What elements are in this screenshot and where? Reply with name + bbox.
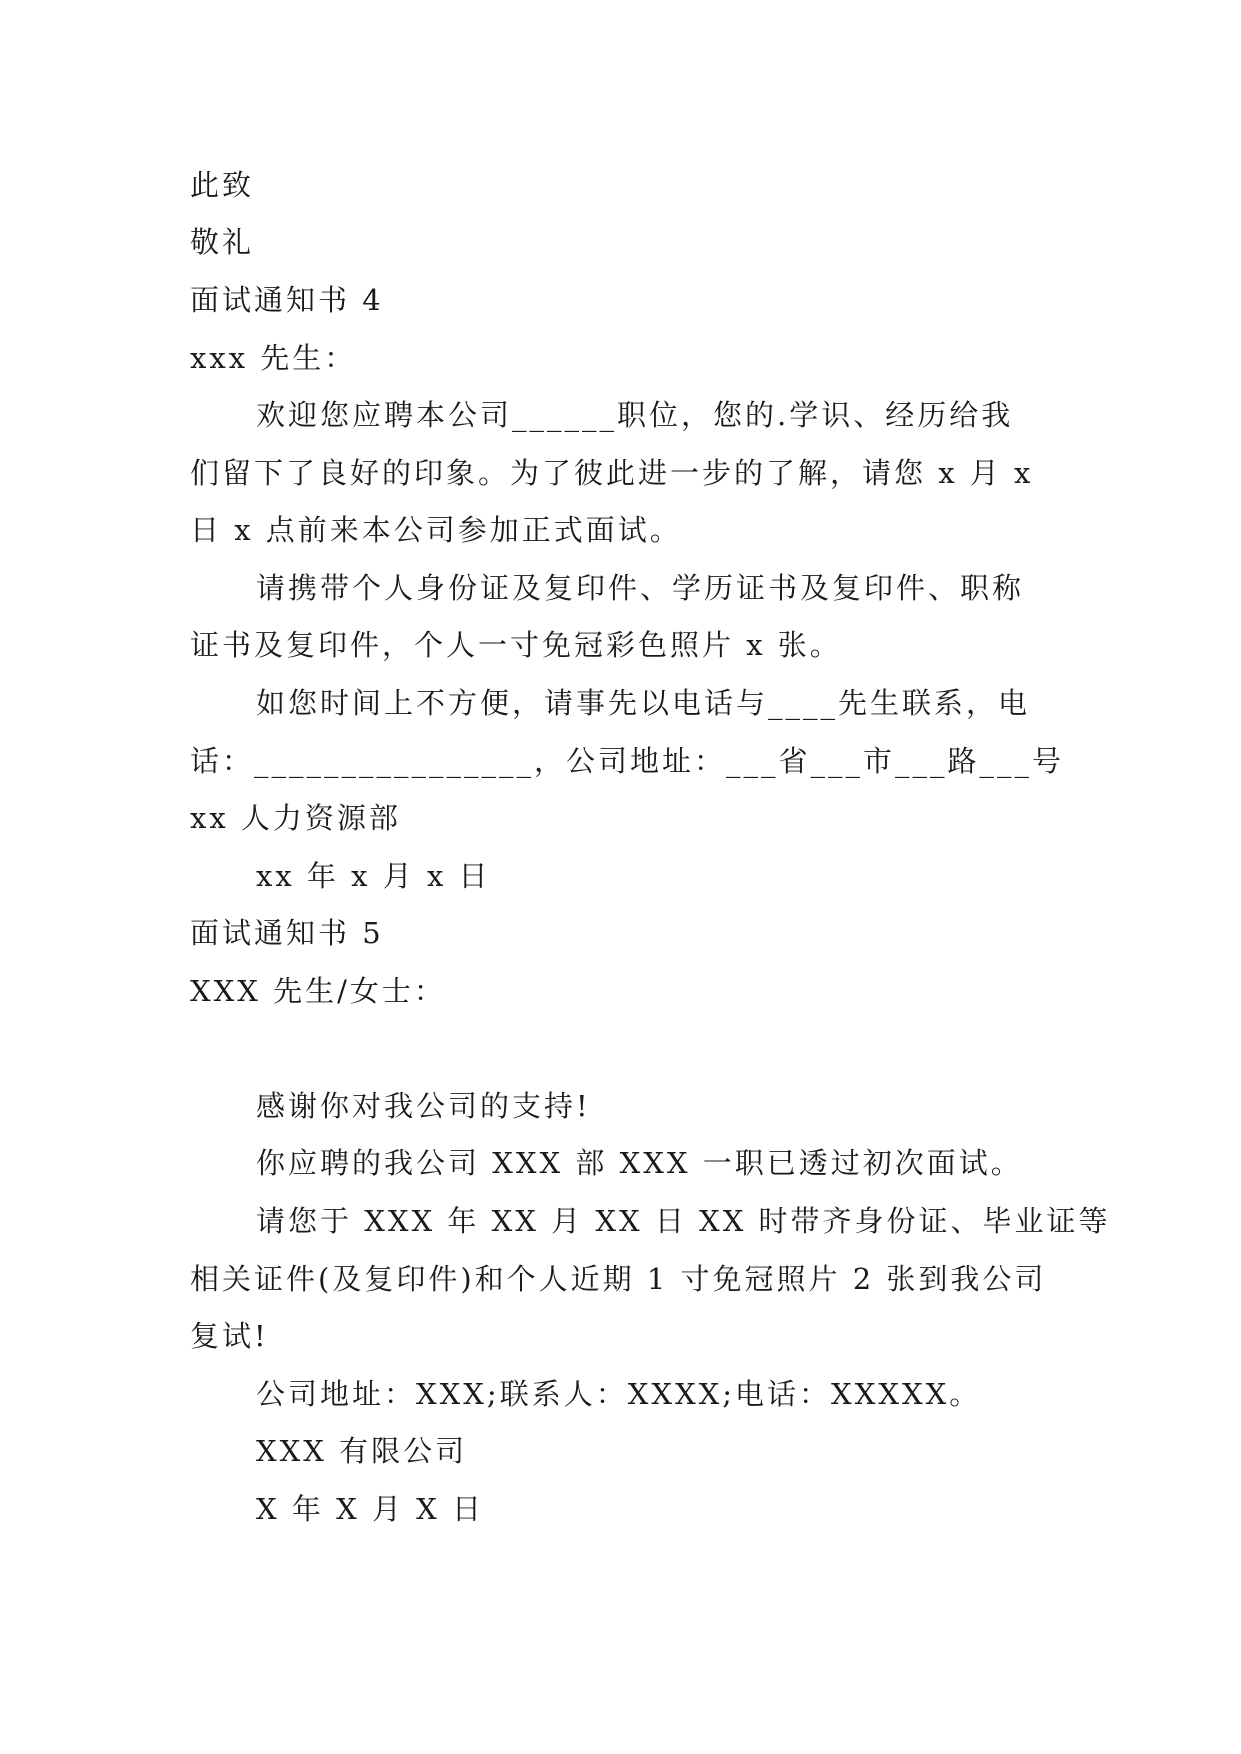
recipient-greeting-5: XXX 先生/女士： xyxy=(190,974,446,1008)
recipient-greeting-4: xxx 先生： xyxy=(190,341,357,375)
body-paragraph-line: 如您时间上不方便，请事先以电话与____先生联系，电 xyxy=(256,686,1031,720)
section-title-4: 面试通知书 4 xyxy=(190,283,384,317)
body-paragraph-line: 你应聘的我公司 XXX 部 XXX 一职已透过初次面试。 xyxy=(256,1146,1023,1180)
body-paragraph-line: 请您于 XXX 年 XX 月 XX 日 XX 时带齐身份证、毕业证等 xyxy=(256,1204,1111,1238)
body-paragraph-line: 请携带个人身份证及复印件、学历证书及复印件、职称 xyxy=(256,571,1025,605)
body-paragraph-line: 话：________________，公司地址：___省___市___路___号 xyxy=(190,744,1065,778)
body-paragraph-line: 复试! xyxy=(190,1319,269,1353)
signature-department: xx 人力资源部 xyxy=(190,801,401,835)
body-paragraph-line: 欢迎您应聘本公司______职位，您的.学识、经历给我 xyxy=(256,398,1014,432)
body-paragraph-line: 相关证件(及复印件)和个人近期 1 寸免冠照片 2 张到我公司 xyxy=(190,1262,1047,1296)
signature-company: XXX 有限公司 xyxy=(256,1434,468,1468)
body-paragraph-line: 证书及复印件，个人一寸免冠彩色照片 x 张。 xyxy=(190,628,842,662)
contact-info-line: 公司地址：XXX;联系人：XXXX;电话：XXXXX。 xyxy=(256,1377,982,1411)
closing-salutation: 此致 xyxy=(190,168,255,202)
body-paragraph-line: 们留下了良好的印象。为了彼此进一步的了解，请您 x 月 x xyxy=(190,456,1034,490)
body-paragraph-line: 感谢你对我公司的支持! xyxy=(256,1089,591,1123)
section-title-5: 面试通知书 5 xyxy=(190,916,384,950)
body-paragraph-line: 日 x 点前来本公司参加正式面试。 xyxy=(190,513,682,547)
signature-date: xx 年 x 月 x 日 xyxy=(256,859,491,893)
closing-regards: 敬礼 xyxy=(190,225,255,259)
signature-date: X 年 X 月 X 日 xyxy=(256,1492,485,1526)
